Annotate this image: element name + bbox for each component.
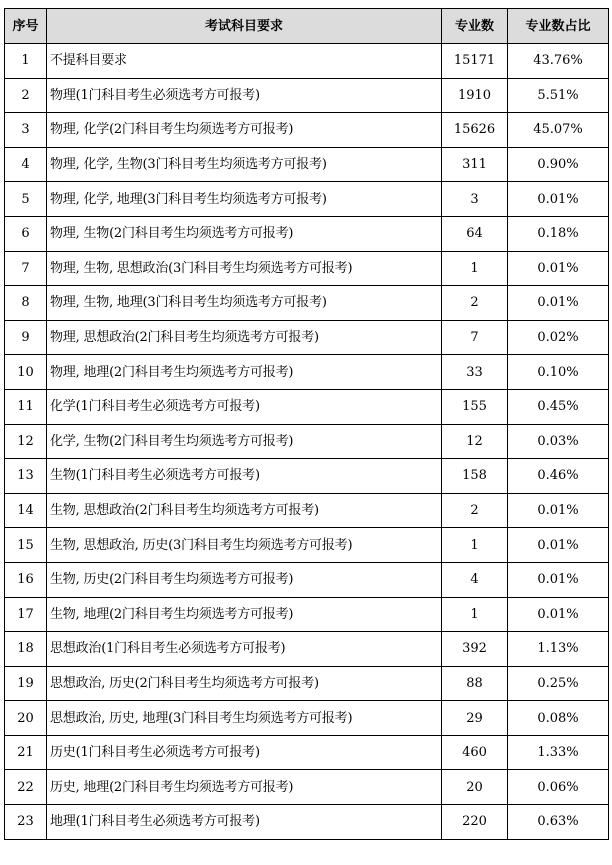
row-count: 88: [442, 666, 508, 701]
table-row: [5, 251, 609, 286]
table-row: [5, 424, 609, 459]
row-count: 2: [442, 286, 508, 321]
row-index: 7: [5, 251, 47, 286]
row-index: 5: [5, 182, 47, 217]
row-percentage: 0.01%: [508, 528, 609, 563]
row-percentage: 0.25%: [508, 666, 609, 701]
row-requirement: 物理(1门科目考生必须选考方可报考): [47, 78, 442, 113]
row-count: 1: [442, 528, 508, 563]
row-index: 9: [5, 320, 47, 355]
row-requirement: 物理, 化学(2门科目考生均须选考方可报考): [47, 113, 442, 148]
row-count: 64: [442, 216, 508, 251]
table-row: [5, 147, 609, 182]
row-percentage: 1.13%: [508, 632, 609, 667]
row-requirement: 生物, 历史(2门科目考生均须选考方可报考): [47, 562, 442, 597]
row-count: 1: [442, 597, 508, 632]
row-index: 22: [5, 770, 47, 805]
row-count: 3: [442, 182, 508, 217]
table-body: [5, 44, 609, 840]
row-percentage: 0.06%: [508, 770, 609, 805]
row-index: 17: [5, 597, 47, 632]
row-index: 13: [5, 459, 47, 494]
row-index: 18: [5, 632, 47, 667]
row-requirement: 生物(1门科目考生必须选考方可报考): [47, 459, 442, 494]
row-count: 158: [442, 459, 508, 494]
row-index: 15: [5, 528, 47, 563]
row-percentage: 5.51%: [508, 78, 609, 113]
table-header-row: [5, 9, 609, 44]
row-percentage: 0.01%: [508, 562, 609, 597]
row-count: 155: [442, 389, 508, 424]
row-index: 11: [5, 389, 47, 424]
table-row: [5, 770, 609, 805]
row-count: 12: [442, 424, 508, 459]
row-percentage: 0.10%: [508, 355, 609, 390]
subject-requirements-table: [4, 8, 609, 840]
table-row: [5, 286, 609, 321]
row-index: 20: [5, 701, 47, 736]
row-requirement: 不提科目要求: [47, 44, 442, 79]
row-index: 16: [5, 562, 47, 597]
table-row: [5, 597, 609, 632]
row-percentage: 45.07%: [508, 113, 609, 148]
row-percentage: 43.76%: [508, 44, 609, 79]
row-index: 19: [5, 666, 47, 701]
row-percentage: 0.02%: [508, 320, 609, 355]
row-index: 14: [5, 493, 47, 528]
row-requirement: 化学(1门科目考生必须选考方可报考): [47, 389, 442, 424]
row-percentage: 0.03%: [508, 424, 609, 459]
row-percentage: 0.90%: [508, 147, 609, 182]
row-requirement: 化学, 生物(2门科目考生均须选考方可报考): [47, 424, 442, 459]
row-percentage: 0.01%: [508, 286, 609, 321]
table-row: [5, 320, 609, 355]
row-index: 4: [5, 147, 47, 182]
row-index: 8: [5, 286, 47, 321]
row-percentage: 0.45%: [508, 389, 609, 424]
row-percentage: 0.63%: [508, 805, 609, 840]
row-index: 3: [5, 113, 47, 148]
row-index: 1: [5, 44, 47, 79]
row-count: 1910: [442, 78, 508, 113]
row-requirement: 物理, 生物, 思想政治(3门科目考生均须选考方可报考): [47, 251, 442, 286]
table-row: [5, 735, 609, 770]
row-count: 2: [442, 493, 508, 528]
table-row: [5, 528, 609, 563]
row-count: 15171: [442, 44, 508, 79]
header-index: 序号: [5, 9, 47, 44]
row-percentage: 0.01%: [508, 251, 609, 286]
row-count: 20: [442, 770, 508, 805]
row-requirement: 历史(1门科目考生必须选考方可报考): [47, 735, 442, 770]
row-count: 4: [442, 562, 508, 597]
row-requirement: 生物, 地理(2门科目考生均须选考方可报考): [47, 597, 442, 632]
row-percentage: 0.08%: [508, 701, 609, 736]
row-requirement: 生物, 思想政治, 历史(3门科目考生均须选考方可报考): [47, 528, 442, 563]
row-count: 33: [442, 355, 508, 390]
row-percentage: 0.01%: [508, 493, 609, 528]
table-row: [5, 701, 609, 736]
row-percentage: 0.46%: [508, 459, 609, 494]
row-percentage: 0.18%: [508, 216, 609, 251]
table-row: [5, 389, 609, 424]
table-row: [5, 182, 609, 217]
row-index: 10: [5, 355, 47, 390]
row-index: 23: [5, 805, 47, 840]
row-requirement: 思想政治, 历史, 地理(3门科目考生均须选考方可报考): [47, 701, 442, 736]
row-index: 2: [5, 78, 47, 113]
row-count: 392: [442, 632, 508, 667]
table-row: [5, 632, 609, 667]
row-requirement: 物理, 生物, 地理(3门科目考生均须选考方可报考): [47, 286, 442, 321]
row-count: 7: [442, 320, 508, 355]
header-count: 专业数: [442, 9, 508, 44]
table-row: [5, 666, 609, 701]
row-count: 220: [442, 805, 508, 840]
table-row: [5, 355, 609, 390]
header-requirement: 考试科目要求: [47, 9, 442, 44]
table-row: [5, 459, 609, 494]
row-index: 21: [5, 735, 47, 770]
row-requirement: 地理(1门科目考生必须选考方可报考): [47, 805, 442, 840]
table-row: [5, 805, 609, 840]
row-count: 15626: [442, 113, 508, 148]
table-row: [5, 78, 609, 113]
row-requirement: 物理, 生物(2门科目考生均须选考方可报考): [47, 216, 442, 251]
row-requirement: 物理, 思想政治(2门科目考生均须选考方可报考): [47, 320, 442, 355]
row-requirement: 思想政治(1门科目考生必须选考方可报考): [47, 632, 442, 667]
header-percentage: 专业数占比: [508, 9, 609, 44]
row-requirement: 生物, 思想政治(2门科目考生均须选考方可报考): [47, 493, 442, 528]
table-row: [5, 113, 609, 148]
table-row: [5, 493, 609, 528]
row-count: 1: [442, 251, 508, 286]
row-requirement: 物理, 化学, 生物(3门科目考生均须选考方可报考): [47, 147, 442, 182]
row-index: 12: [5, 424, 47, 459]
row-requirement: 历史, 地理(2门科目考生均须选考方可报考): [47, 770, 442, 805]
table-row: [5, 44, 609, 79]
document-page: [4, 8, 609, 840]
row-percentage: 0.01%: [508, 182, 609, 217]
row-requirement: 思想政治, 历史(2门科目考生均须选考方可报考): [47, 666, 442, 701]
table-row: [5, 216, 609, 251]
row-percentage: 0.01%: [508, 597, 609, 632]
row-percentage: 1.33%: [508, 735, 609, 770]
table-row: [5, 562, 609, 597]
row-count: 460: [442, 735, 508, 770]
row-count: 29: [442, 701, 508, 736]
row-count: 311: [442, 147, 508, 182]
row-index: 6: [5, 216, 47, 251]
row-requirement: 物理, 化学, 地理(3门科目考生均须选考方可报考): [47, 182, 442, 217]
row-requirement: 物理, 地理(2门科目考生均须选考方可报考): [47, 355, 442, 390]
